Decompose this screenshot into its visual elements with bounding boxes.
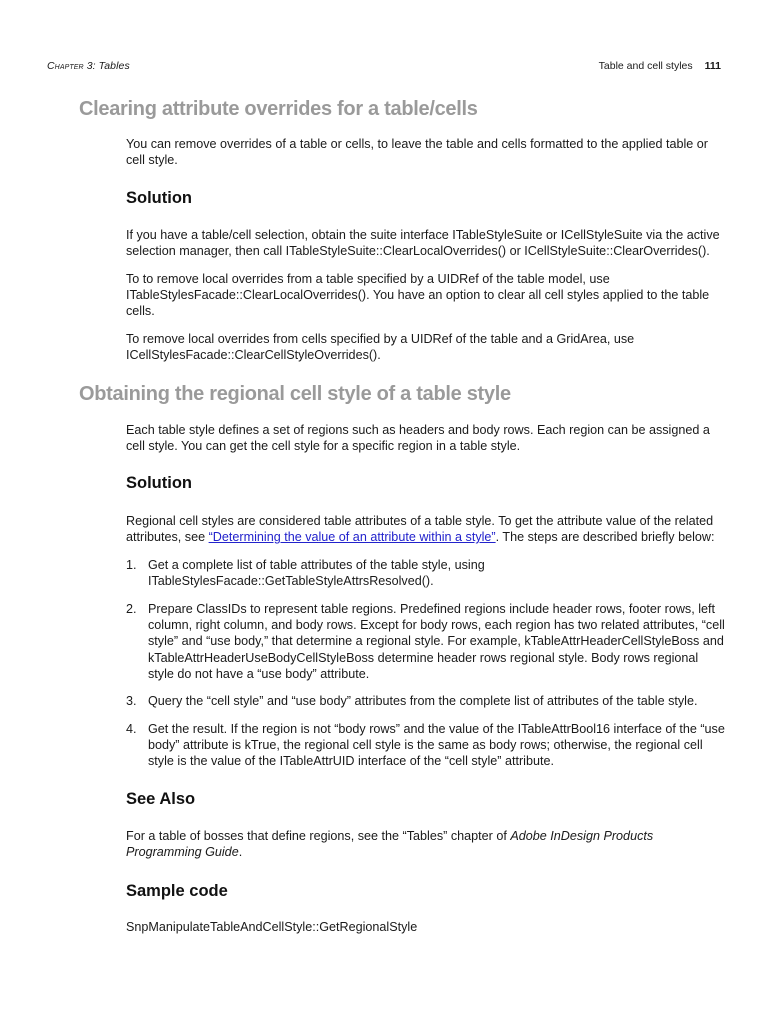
- header-right: [599, 59, 721, 73]
- see-also-heading: See Also: [126, 790, 196, 808]
- solution-heading-1: Solution: [126, 189, 192, 207]
- section1-paragraph-2: To to remove local overrides from a table specified by a UIDRef of the table model, use ITableStylesFacade::ClearLocalOverrides(). You have an option to clear all cell styles applied to the table cells.: [126, 272, 710, 319]
- section-heading-clearing-overrides: Clearing attribute overrides for a table/cells: [79, 98, 478, 120]
- section2-intro: Each table style defines a set of regions such as headers and body rows. Each region can be assigned a cell style. You can get the cell style for a specific region in a table style.: [126, 423, 710, 454]
- list-item: 4. Get the result. If the region is not “body rows” and the value of the ITableAttrBool16 interface of the “use body” attribute is kTrue, the regional cell style is the same as body rows; otherwise, the regional cell style is the value of the ITableAttrUID interface of the “cell style” attribute.: [126, 722, 725, 769]
- chapter-label: Chapter 3: Tables: [47, 60, 130, 72]
- sample-code-heading: Sample code: [126, 882, 228, 900]
- section2-solution-text: Regional cell styles are considered table attributes of a table style. To get the attribute value of the related attributes, see “Determining the value of an attribute within a style”. The steps are described briefly below:: [126, 514, 715, 545]
- list-item: 2. Prepare ClassIDs to represent table regions. Predefined regions include header rows, footer rows, left column, right column, and body rows. Except for body rows, each region has two related attributes, “cell style” and “use body,” that determine a regional style. For example, kTableAttrHeaderCellStyleBoss and kTableAttrHeaderUseBodyCellStyleBoss determine header rows regional style. Body rows regional style do not have a “use body” attribute.: [126, 602, 725, 681]
- see-also-text: For a table of bosses that define regions, see the “Tables” chapter of Adobe InDesign Products Programming Guide.: [126, 829, 654, 860]
- book-title: Adobe InDesign Products Programming Guide: [126, 829, 654, 860]
- section-heading-regional-style: Obtaining the regional cell style of a table style: [79, 383, 511, 405]
- list-item: 1. Get a complete list of table attributes of the table style, using ITableStylesFacade::GetTableStyleAttrsResolved().: [126, 558, 485, 589]
- solution-heading-2: Solution: [126, 474, 192, 492]
- page-number: 111: [704, 60, 721, 72]
- running-header: [47, 59, 721, 75]
- section1-paragraph-3: To remove local overrides from cells specified by a UIDRef of the table and a GridArea, use ICellStylesFacade::ClearCellStyleOverrides().: [126, 332, 635, 363]
- cross-reference-link[interactable]: “Determining the value of an attribute within a style”: [208, 530, 496, 545]
- section1-intro: You can remove overrides of a table or cells, to leave the table and cells formatted to the applied table or cell style.: [126, 137, 708, 168]
- list-item: 3. Query the “cell style” and “use body” attributes from the complete list of attributes of the table style.: [126, 694, 698, 708]
- sample-code-name: SnpManipulateTableAndCellStyle::GetRegionalStyle: [126, 920, 418, 934]
- section1-paragraph-1: If you have a table/cell selection, obtain the suite interface ITableStyleSuite or ICellStyleSuite via the active selection manager, then call ITableStyleSuite::ClearLocalOverrides() or ICellStyleSuite::ClearOverrides().: [126, 228, 720, 259]
- section-name: Table and cell styles: [598, 60, 693, 72]
